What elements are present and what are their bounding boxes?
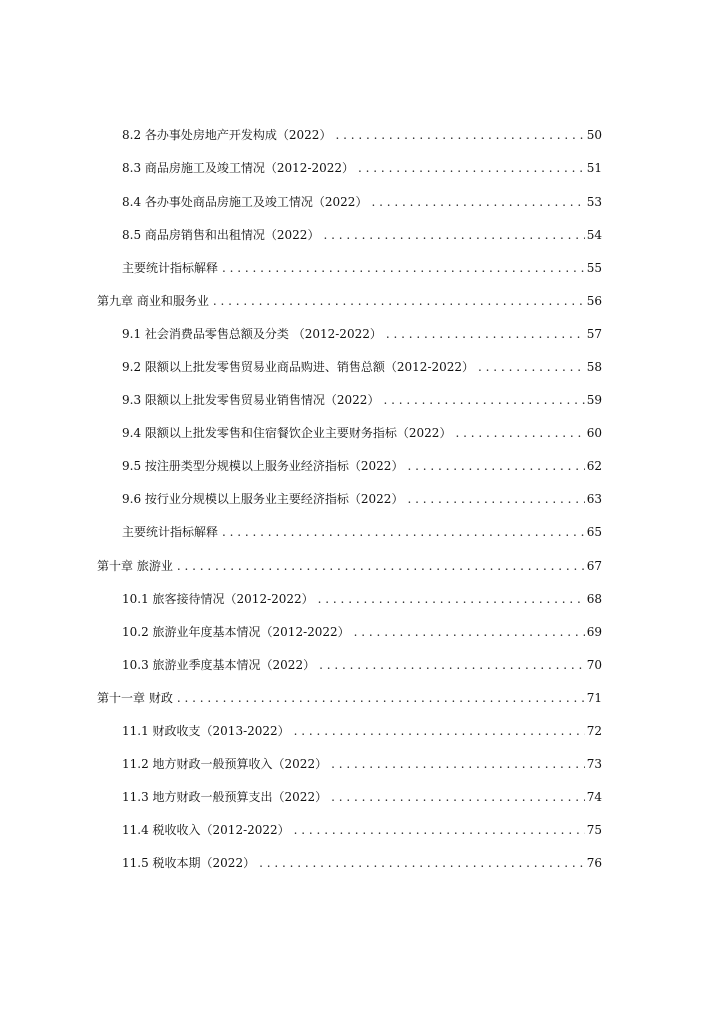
toc-entry-page: 74 <box>586 790 602 804</box>
toc-entry-title: 9.5 按注册类型分规模以上服务业经济指标（2022） <box>122 459 404 473</box>
toc-entry-page: 68 <box>586 592 602 606</box>
toc-entry[interactable] <box>122 619 602 645</box>
dot-leader <box>294 817 585 843</box>
toc-chapter[interactable] <box>97 288 602 314</box>
toc-entry-page: 60 <box>586 426 602 440</box>
toc-entry-page: 53 <box>586 195 602 209</box>
toc-entry[interactable] <box>122 420 602 446</box>
dot-leader <box>319 652 585 678</box>
dot-leader <box>213 288 585 314</box>
toc-entry-title: 8.4 各办事处商品房施工及竣工情况（2022） <box>122 195 368 209</box>
toc-entry-title: 8.3 商品房施工及竣工情况（2012-2022） <box>122 161 355 175</box>
dot-leader <box>294 718 585 744</box>
dot-leader <box>383 387 584 413</box>
toc-entry-page: 63 <box>586 492 602 506</box>
toc-entry-page: 71 <box>586 691 602 705</box>
toc-entry-title: 11.4 税收收入（2012-2022） <box>122 823 290 837</box>
toc-entry-title: 主要统计指标解释 <box>122 261 219 275</box>
dot-leader <box>407 453 584 479</box>
toc-entry-page: 76 <box>586 856 602 870</box>
dot-leader <box>358 155 585 181</box>
toc-entry-title: 11.1 财政收支（2013-2022） <box>122 724 290 738</box>
dot-leader <box>177 685 585 711</box>
toc-entry-title: 8.5 商品房销售和出租情况（2022） <box>122 228 320 242</box>
toc-entry-title: 11.3 地方财政一般预算支出（2022） <box>122 790 328 804</box>
dot-leader <box>259 850 585 876</box>
toc-entry[interactable] <box>122 486 602 512</box>
toc-entry-page: 75 <box>586 823 602 837</box>
toc-entry-title: 9.2 限额以上批发零售贸易业商品购进、销售总额（2012-2022） <box>122 360 475 374</box>
dot-leader <box>371 189 584 215</box>
toc-entry[interactable] <box>122 321 602 347</box>
toc-entry-page: 55 <box>586 261 602 275</box>
toc-entry[interactable] <box>122 817 602 843</box>
dot-leader <box>478 354 585 380</box>
toc-entry-title: 主要统计指标解释 <box>122 525 219 539</box>
toc-entry-page: 73 <box>586 757 602 771</box>
toc-entry-title: 11.2 地方财政一般预算收入（2022） <box>122 757 328 771</box>
toc-entry-title: 9.6 按行业分规模以上服务业主要经济指标（2022） <box>122 492 404 506</box>
dot-leader <box>331 784 585 810</box>
dot-leader <box>335 122 584 148</box>
dot-leader <box>222 519 585 545</box>
dot-leader <box>407 486 584 512</box>
toc-entry[interactable] <box>122 387 602 413</box>
toc-entry-title: 10.1 旅客接待情况（2012-2022） <box>122 592 314 606</box>
toc-entry-page: 72 <box>586 724 602 738</box>
toc-entry-page: 58 <box>586 360 602 374</box>
toc-entry-title: 10.3 旅游业季度基本情况（2022） <box>122 658 316 672</box>
toc-entry-page: 70 <box>586 658 602 672</box>
toc-chapter[interactable] <box>97 685 602 711</box>
toc-entry[interactable] <box>122 586 602 612</box>
toc-entry-page: 59 <box>586 393 602 407</box>
toc-entry-page: 54 <box>586 228 602 242</box>
toc-entry-title: 8.2 各办事处房地产开发构成（2022） <box>122 128 332 142</box>
toc-entry[interactable] <box>122 652 602 678</box>
toc-entry-page: 57 <box>586 327 602 341</box>
toc-entry-title: 11.5 税收本期（2022） <box>122 856 256 870</box>
toc-entry-page: 51 <box>586 161 602 175</box>
dot-leader <box>386 321 585 347</box>
toc-entry-title: 10.2 旅游业年度基本情况（2012-2022） <box>122 625 350 639</box>
toc-entry[interactable] <box>122 784 602 810</box>
dot-leader <box>455 420 584 446</box>
dot-leader <box>318 586 585 612</box>
toc-entry-page: 62 <box>586 459 602 473</box>
toc-entry[interactable] <box>122 718 602 744</box>
toc-entry[interactable] <box>122 222 602 248</box>
toc-entry[interactable] <box>122 519 602 545</box>
toc-entry[interactable] <box>122 354 602 380</box>
toc-entry[interactable] <box>122 453 602 479</box>
toc-entry-page: 65 <box>586 525 602 539</box>
toc-entry-title: 9.1 社会消费品零售总额及分类 （2012-2022） <box>122 327 382 341</box>
toc-entry-page: 69 <box>586 625 602 639</box>
toc-entry-title: 9.4 限额以上批发零售和住宿餐饮企业主要财务指标（2022） <box>122 426 452 440</box>
toc-entry-page: 67 <box>586 559 602 573</box>
toc-entry[interactable] <box>122 255 602 281</box>
toc-entry-title: 第十一章 财政 <box>97 691 173 705</box>
toc-entry[interactable] <box>122 850 602 876</box>
dot-leader <box>354 619 585 645</box>
dot-leader <box>222 255 585 281</box>
toc-entry[interactable] <box>122 122 602 148</box>
toc-entry-page: 50 <box>586 128 602 142</box>
dot-leader <box>177 553 585 579</box>
toc-entry[interactable] <box>122 189 602 215</box>
toc-entry-title: 第十章 旅游业 <box>97 559 173 573</box>
toc-entry[interactable] <box>122 751 602 777</box>
toc-entry-page: 56 <box>586 294 602 308</box>
dot-leader <box>331 751 585 777</box>
toc-entry-title: 9.3 限额以上批发零售贸易业销售情况（2022） <box>122 393 380 407</box>
dot-leader <box>323 222 584 248</box>
toc-entry[interactable] <box>122 155 602 181</box>
toc-chapter[interactable] <box>97 553 602 579</box>
toc-entry-title: 第九章 商业和服务业 <box>97 294 209 308</box>
